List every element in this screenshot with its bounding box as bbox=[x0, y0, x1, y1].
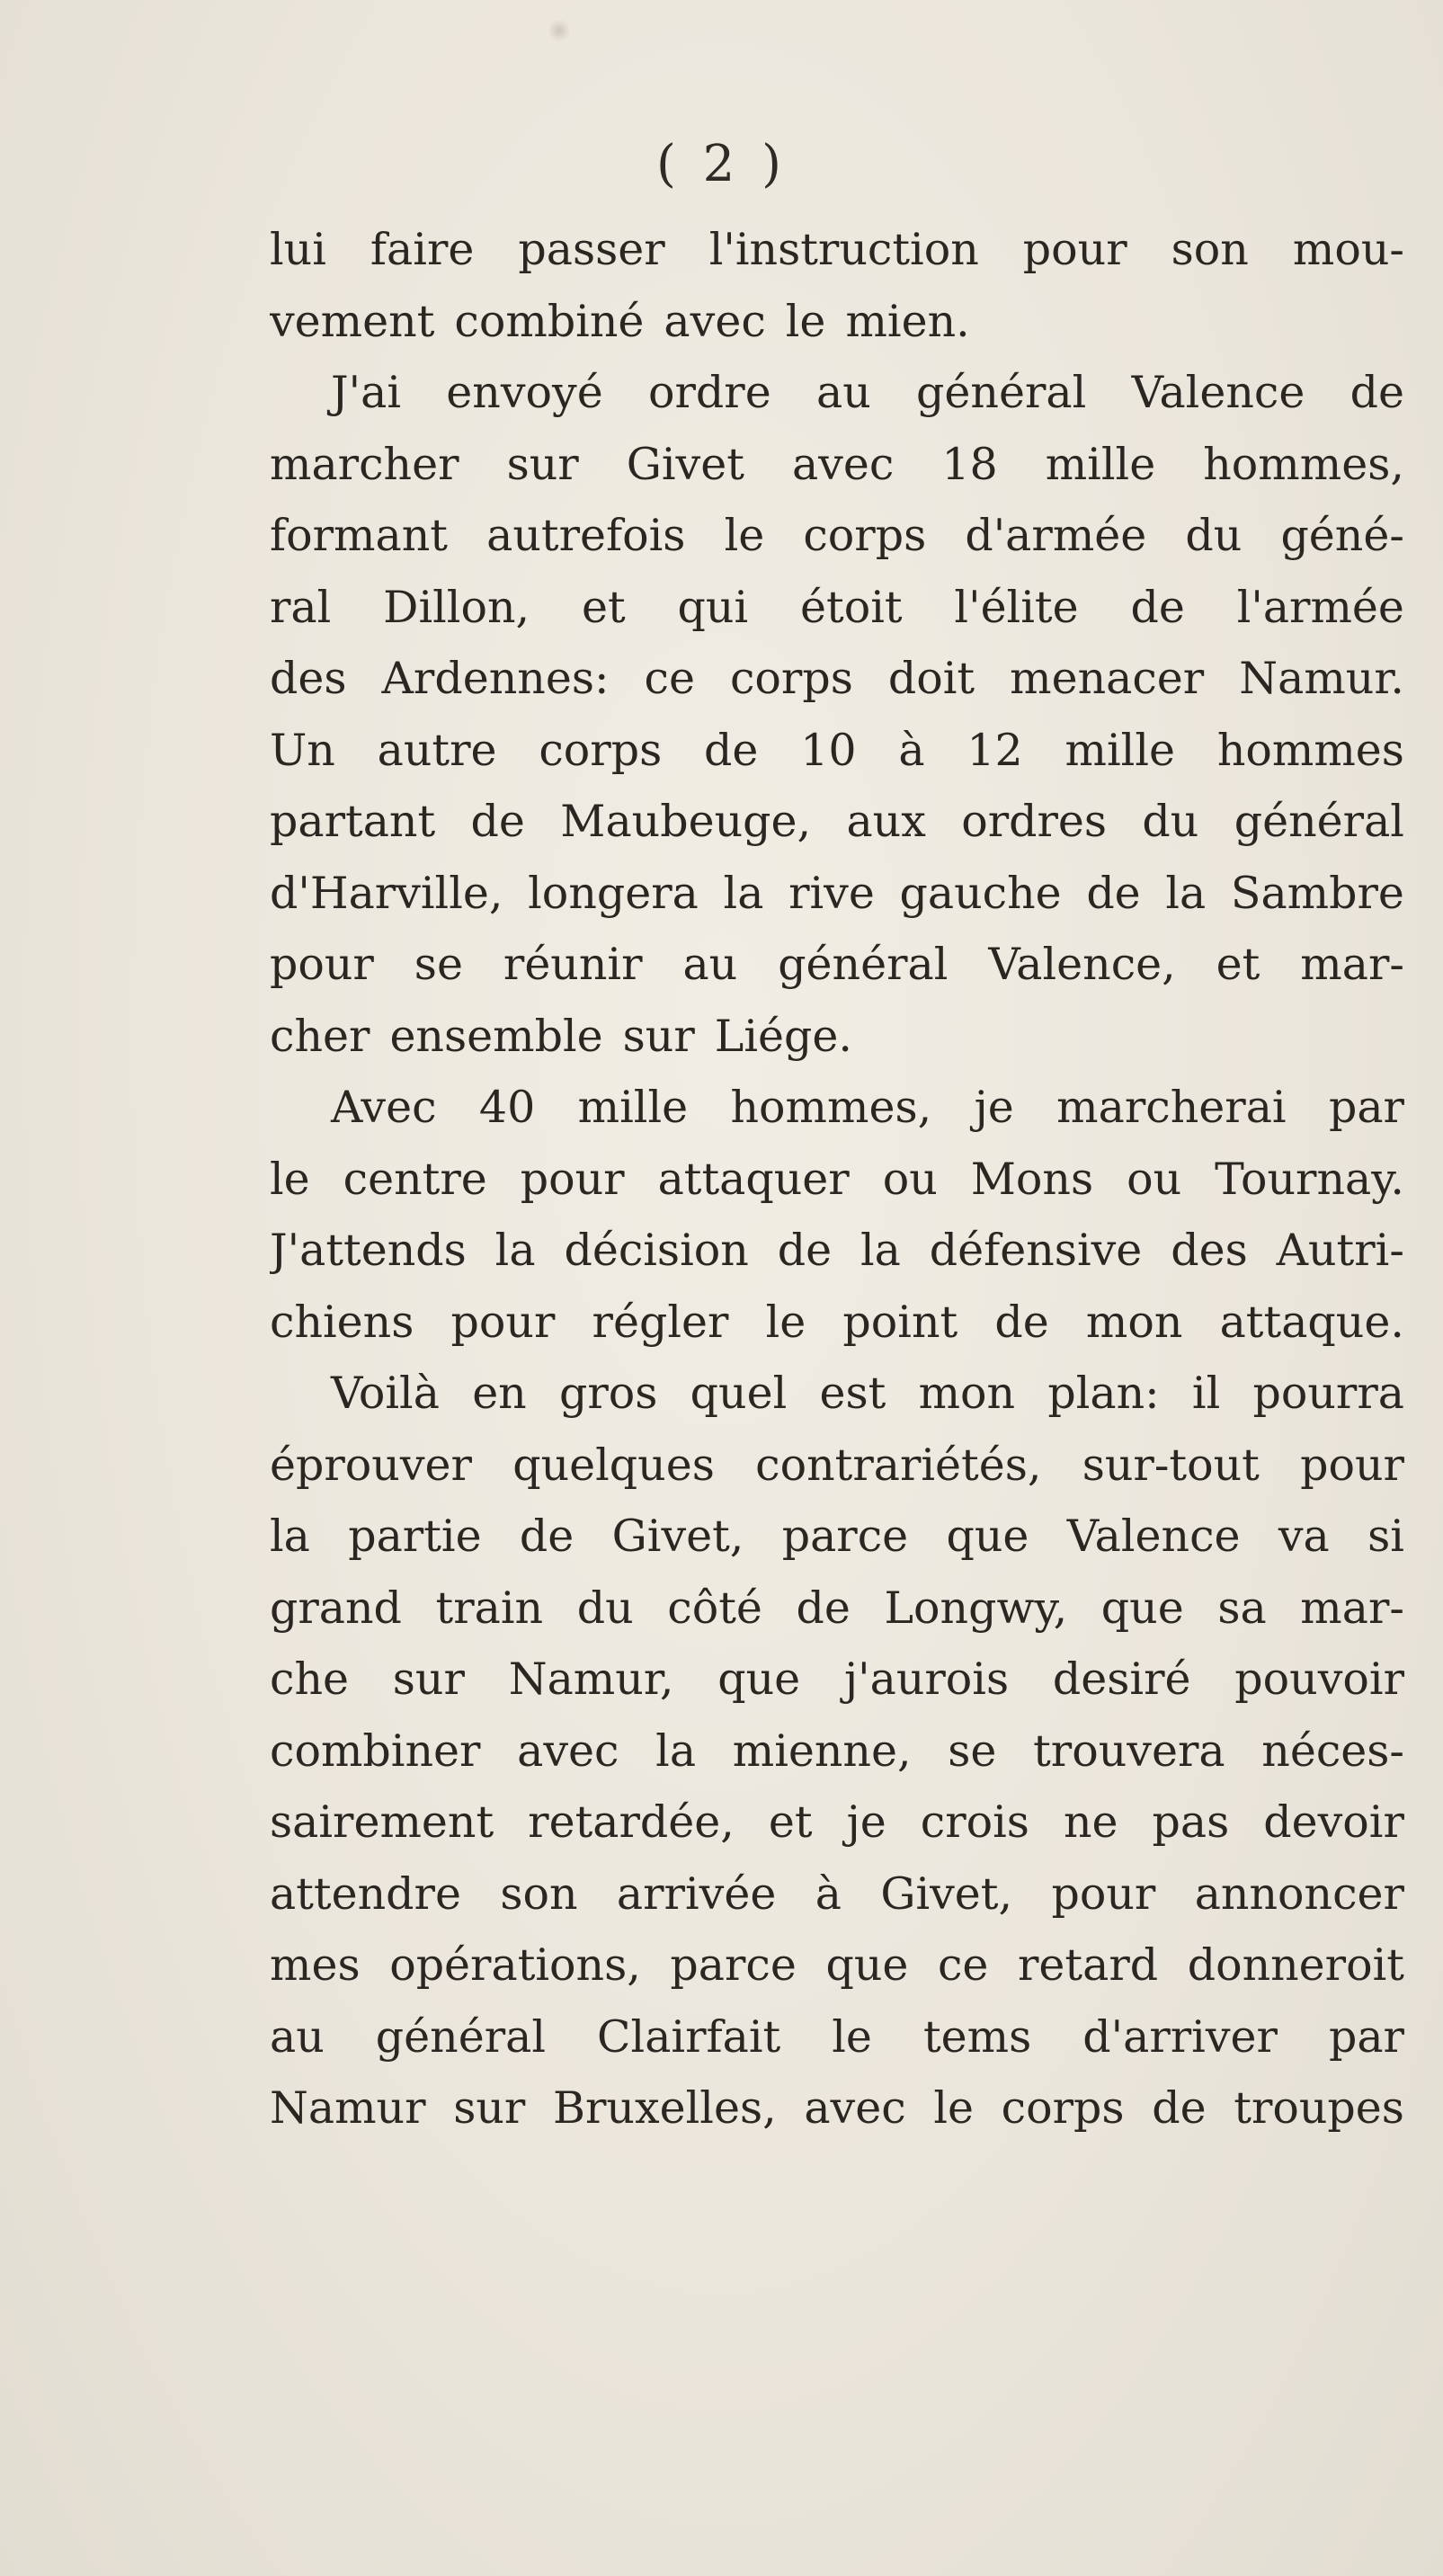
text-line: chiens pour régler le point de mon attaque. bbox=[270, 1296, 1404, 1348]
text-line: attendre son arrivée à Givet, pour annoncer bbox=[270, 1867, 1404, 1920]
text-line: lui faire passer l'instruction pour son mou- bbox=[270, 224, 1404, 275]
text-line: grand train du côté de Longwy, que sa mar- bbox=[270, 1582, 1404, 1634]
ink-smudge bbox=[548, 18, 570, 43]
page-number: ( 2 ) bbox=[656, 135, 787, 193]
text-line: éprouver quelques contrariétés, sur-tout pour bbox=[270, 1439, 1404, 1491]
text-line: d'Harville, longera la rive gauche de la Sambre bbox=[270, 867, 1404, 919]
text-line: au général Clairfait le tems d'arriver par bbox=[270, 2010, 1404, 2063]
text-line: Avec 40 mille hommes, je marcherai par bbox=[331, 1082, 1404, 1133]
text-line: cher ensemble sur Liége. bbox=[270, 1010, 852, 1062]
text-line: J'ai envoyé ordre au général Valence de bbox=[331, 367, 1404, 418]
text-line: le centre pour attaquer ou Mons ou Tournay. bbox=[270, 1153, 1404, 1205]
text-line: combiner avec la mienne, se trouvera néces- bbox=[270, 1725, 1404, 1777]
text-line: vement combiné avec le mien. bbox=[270, 295, 970, 347]
text-line: che sur Namur, que j'aurois desiré pouvoir bbox=[270, 1653, 1404, 1705]
text-line: partant de Maubeuge, aux ordres du général bbox=[270, 796, 1404, 847]
text-line: des Ardennes: ce corps doit menacer Namur. bbox=[270, 653, 1404, 704]
text-line: Voilà en gros quel est mon plan: il pourra bbox=[331, 1368, 1404, 1419]
text-line: ral Dillon, et qui étoit l'élite de l'armée bbox=[270, 581, 1404, 633]
text-line: Un autre corps de 10 à 12 mille hommes bbox=[270, 724, 1404, 776]
text-line: Namur sur Bruxelles, avec le corps de troupes bbox=[270, 2082, 1404, 2134]
text-line: mes opérations, parce que ce retard donneroit bbox=[270, 1939, 1404, 1991]
text-line: formant autrefois le corps d'armée du géné- bbox=[270, 510, 1404, 561]
text-line: sairement retardée, et je crois ne pas devoir bbox=[270, 1796, 1404, 1848]
text-line: marcher sur Givet avec 18 mille hommes, bbox=[270, 438, 1404, 490]
text-line: la partie de Givet, parce que Valence va si bbox=[270, 1511, 1404, 1562]
text-line: J'attends la décision de la défensive des Autri- bbox=[270, 1225, 1404, 1276]
text-line: pour se réunir au général Valence, et mar- bbox=[270, 939, 1404, 990]
body-text bbox=[270, 214, 1404, 2144]
